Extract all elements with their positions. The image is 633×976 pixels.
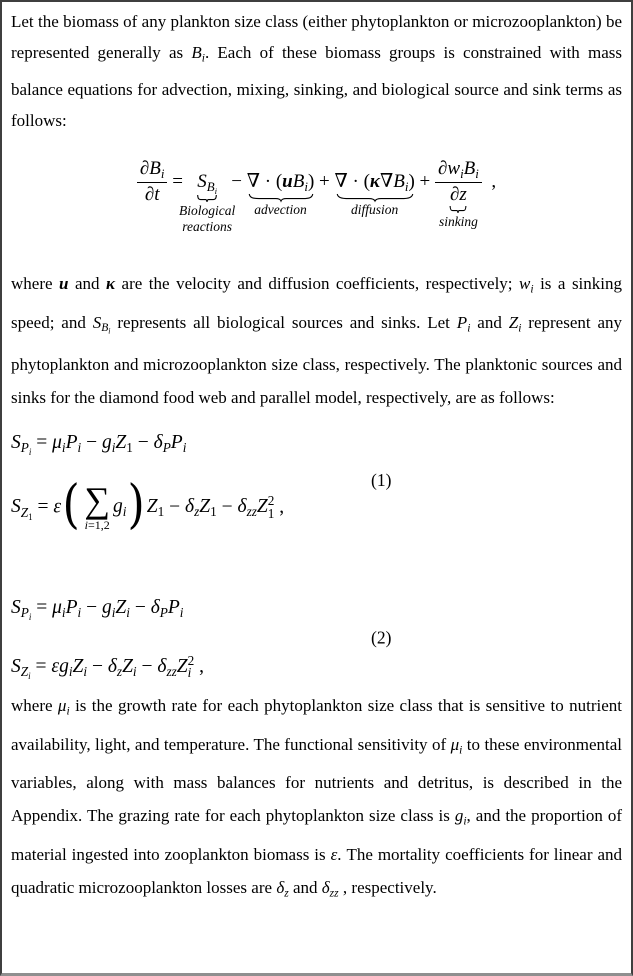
paragraph-parameters: where $\mu_i$ is the growth rate for each phytoplankton size class that is sensitive to nutrient availability, light, and temperature. The functional sensitivity of $\mu_i$ to these environmental variables, along with mass balances for nutrients and detritus, is described in the Appendix. The grazing rate for each phytoplankton size class is $g_i$, and the proportion of material ingested into zooplankton biomass is ε. The mortality coefficients for linear and quadratic microzooplankton losses are $\delta_z$ and $\delta_{zz}$ , respectively. [11,695,623,900]
underbrace-icon [450,206,466,213]
equation-number-2: (2) [371,627,392,648]
paragraph-definitions: where u and κ are the velocity and diffusion coefficients, respectively; $w_i$ is a sinking speed; and $S_{B_i}$ represents all biological sources and sinks. Let $P_i$ and $Z_i$ represent any phytoplankton and microzooplankton size class, respectively. The planktonic sources and sinks for the diamond food web and parallel model, respectively, are as follows: [11,274,623,407]
equation-sp-parallel: $S_{P_i} = \mu_iP_i - g_iZ_i - \delta_PP_i$ [11,596,184,622]
equation-sz-diamond: $S_{Z_1} = \varepsilon$( ∑ i=1,2 $g_i)Z_1 - \delta_zZ_1 - \delta_{zz}Z$ 2 1 , [11,474,285,535]
equation-sp-diamond: $S_{P_i} = \mu_iP_i - g_iZ_1 - \delta_PP_i$ [11,431,187,458]
equation-set-2 [11,595,622,689]
paragraph-intro: Let the biomass of any plankton size class (either phytoplankton or microzooplankton) be represented generally as $B_i$. Each of these biomass groups is constrained with mass balance equations for advection, mixing, sinking, and biological source and sink terms as follows: [11,12,622,130]
underbrace-icon [248,194,313,201]
underbrace-icon [336,194,413,201]
underbrace-icon [198,195,217,202]
equation-set-1 [11,430,622,535]
equation-biomass-pde: $\frac{\partial B_i}{\partial t}$ = $S_{B_i}$ Biological reactions − ∇ · $(uB_i)$ advection + ∇ · $(\kappa\nabla B_i)$ diffusion + $\partial w_iB_i$ ∂z sinking , [11,158,622,267]
equation-sz-parallel: $S_{Z_i} = \varepsilon g_iZ_i - \delta_zZ_i - \delta_{zz}Z$ 2 i , [11,652,204,681]
equation-number-1: (1) [371,470,392,491]
